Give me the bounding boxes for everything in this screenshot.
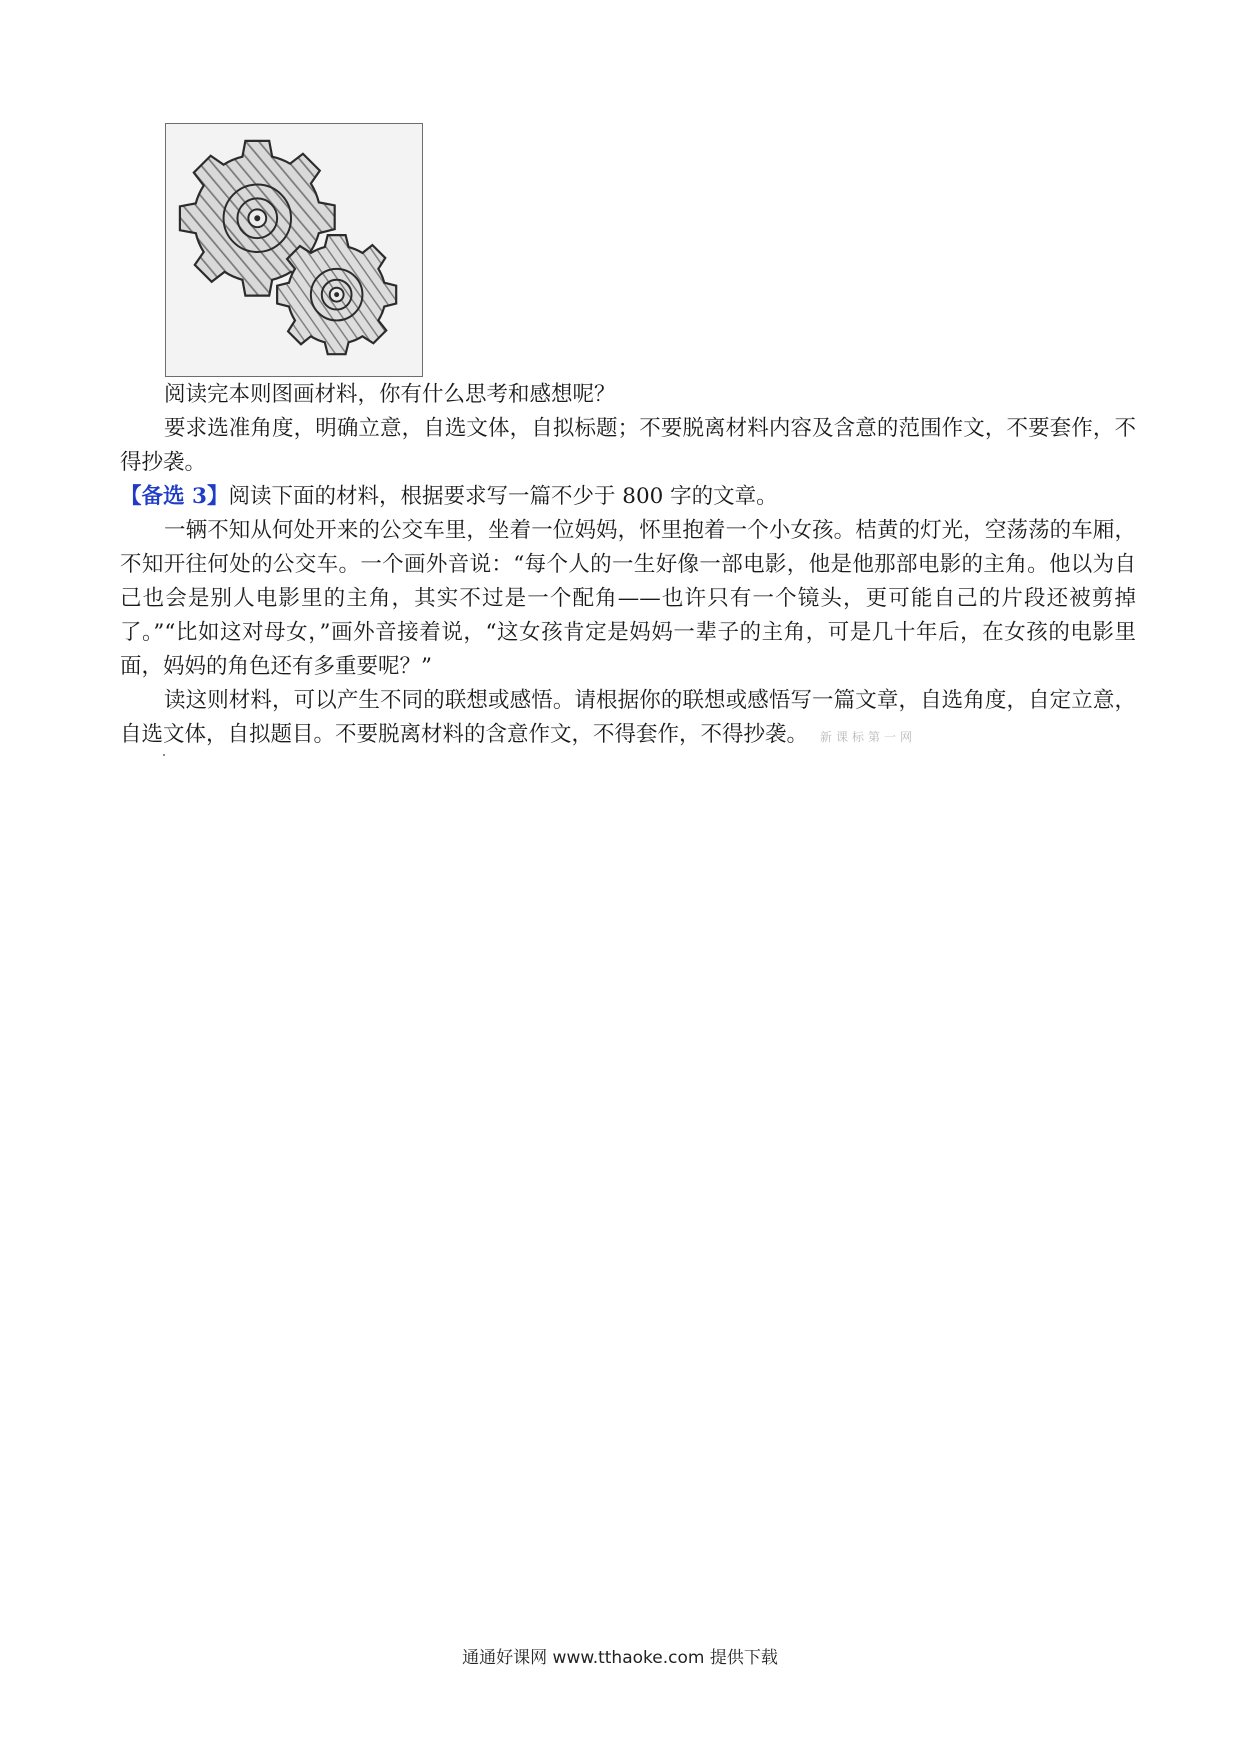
alternate-instruction: 阅读下面的材料，根据要求写一篇不少于 800 字的文章。 xyxy=(228,484,778,509)
page-footer: 通通好课网 www.tthaoke.com 提供下载 xyxy=(462,1648,778,1668)
paragraph-prompt-question: 阅读完本则图画材料，你有什么思考和感想呢？ xyxy=(164,382,616,407)
paragraph-alternate-3 xyxy=(120,480,1136,514)
paragraph-material: 一辆不知从何处开来的公交车里，坐着一位妈妈，怀里抱着一个小女孩。桔黄的灯光，空荡荡的车厢，不知开往何处的公交车。一个画外音说：“每个人的一生好像一部电影，他是他那部电影的主角。他以为自己也会是别人电影里的主角，其实不过是一个配角——也许只有一个镜头，更可能自己的片段还被剪掉了。”“比如这对母女，”画外音接着说，“这女孩肯定是妈妈一辈子的主角，可是几十年后，在女孩的电影里面，妈妈的角色还有多重要呢？” xyxy=(120,518,1136,679)
gears-icon xyxy=(166,124,422,376)
alternate-tag: 【备选 3】 xyxy=(120,484,229,509)
paragraph-requirements: 要求选准角度，明确立意，自选文体，自拟标题；不要脱离材料内容及含意的范围作文，不要套作，不得抄袭。 xyxy=(120,416,1136,475)
stray-dot xyxy=(163,754,165,756)
gears-illustration xyxy=(165,123,423,377)
paragraph-writing-task xyxy=(120,684,1136,754)
watermark-text: 新课标第一网 xyxy=(820,730,917,744)
small-gear-icon xyxy=(277,235,396,354)
document-body xyxy=(120,378,1136,754)
writing-task-text: 读这则材料，可以产生不同的联想或感悟。请根据你的联想或感悟写一篇文章，自选角度，自定立意，自选文体，自拟题目。不要脱离材料的含意作文，不得套作，不得抄袭。 xyxy=(120,688,1136,747)
